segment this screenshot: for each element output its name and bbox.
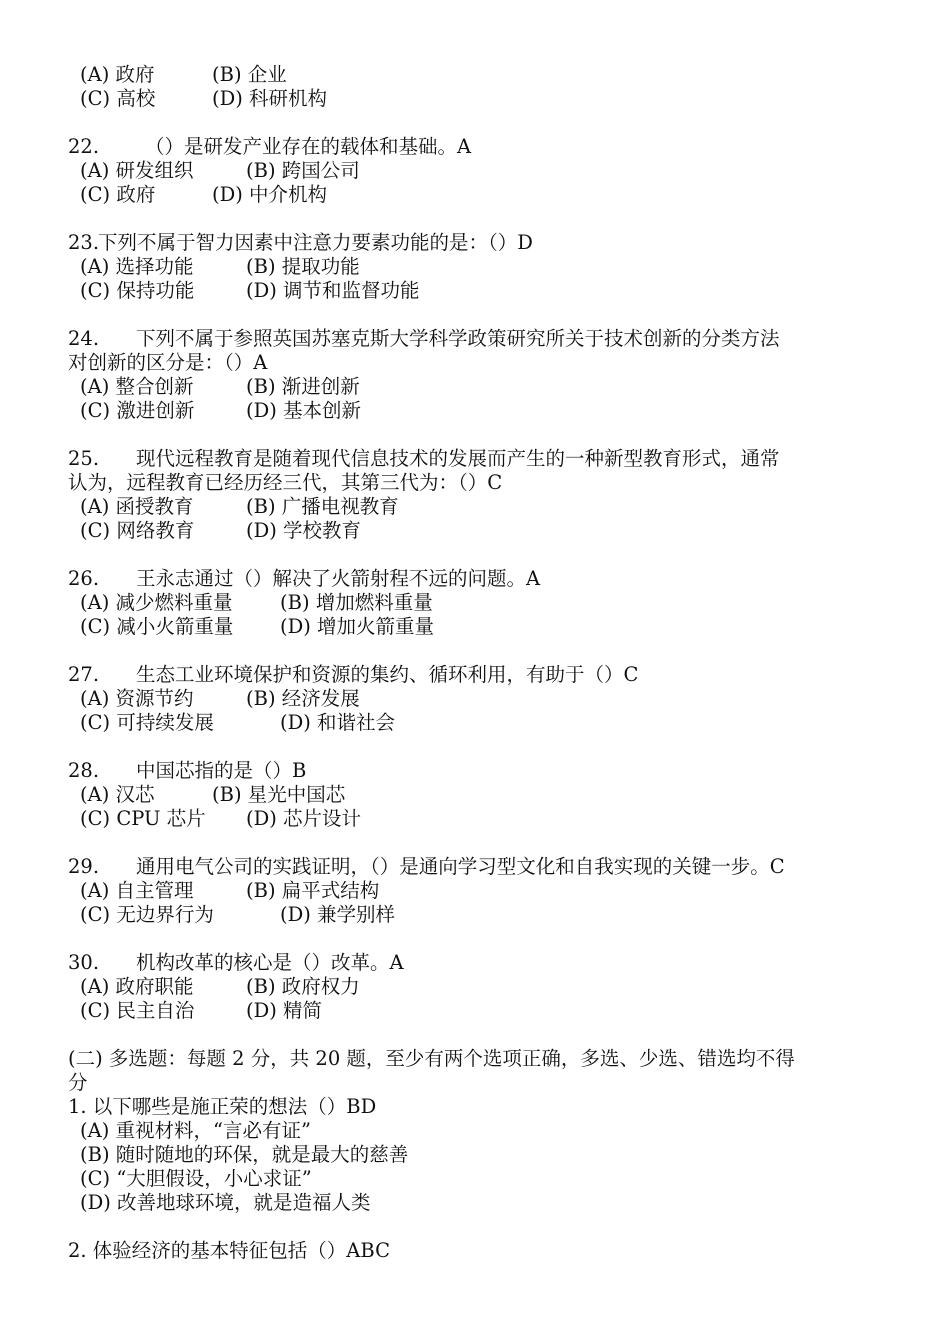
q26-option-b: (B) 增加燃料重量	[280, 591, 433, 614]
q27-option-a: (A) 资源节约	[80, 687, 194, 710]
q27-option-b: (B) 经济发展	[246, 687, 360, 710]
q21-option-row-2	[80, 87, 155, 111]
q25-text-cont: 认为，远程教育已经历经三代，其第三代为：（）C	[68, 471, 503, 494]
q24-option-b: (B) 渐进创新	[246, 375, 360, 398]
multi-q1-option-b: (B) 随时随地的环保，就是最大的慈善	[80, 1143, 409, 1166]
q26-option-c: (C) 减小火箭重量	[80, 615, 234, 638]
multi-q1-option-a: (A) 重视材料，“言必有证”	[80, 1119, 311, 1142]
q26-number: 26.	[68, 567, 100, 590]
q22-option-b: (B) 跨国公司	[246, 159, 360, 182]
q24-number: 24.	[68, 327, 100, 350]
q27-number: 27.	[68, 663, 100, 686]
q21-option-c: (C) 高校	[80, 87, 156, 110]
q21-option-b: (B) 企业	[212, 63, 287, 86]
q25-text: 现代远程教育是随着现代信息技术的发展而产生的一种新型教育形式，通常	[136, 447, 780, 470]
q21-option-b-wrap	[212, 63, 287, 87]
q24-option-c: (C) 激进创新	[80, 399, 195, 422]
q23-option-b: (B) 提取功能	[246, 255, 360, 278]
q28-text: 中国芯指的是（）B	[136, 759, 307, 782]
q28-option-c: (C) CPU 芯片	[80, 807, 206, 830]
section-heading-cont: 分	[68, 1071, 88, 1094]
q30-number: 30.	[68, 951, 100, 974]
q21-option-a: (A) 政府	[80, 63, 155, 86]
q27-option-c: (C) 可持续发展	[80, 711, 214, 734]
q29-option-a: (A) 自主管理	[80, 879, 194, 902]
q23-number: 23.	[68, 231, 100, 254]
q25-option-c: (C) 网络教育	[80, 519, 195, 542]
q26-option-d: (D) 增加火箭重量	[280, 615, 435, 638]
q30-option-c: (C) 民主自治	[80, 999, 195, 1022]
q21-option-row-1	[80, 63, 155, 87]
q26-option-a: (A) 减少燃料重量	[80, 591, 233, 614]
q30-option-d: (D) 精简	[246, 999, 323, 1022]
q28-option-b: (B) 星光中国芯	[212, 783, 346, 806]
q29-option-b: (B) 扁平式结构	[246, 879, 380, 902]
q24-text: 下列不属于参照英国苏塞克斯大学科学政策研究所关于技术创新的分类方法	[136, 327, 780, 350]
q22-option-c: (C) 政府	[80, 183, 156, 206]
q22-option-d: (D) 中介机构	[212, 183, 328, 206]
q21-option-d: (D) 科研机构	[212, 87, 328, 110]
q29-number: 29.	[68, 855, 100, 878]
q23-option-d: (D) 调节和监督功能	[246, 279, 420, 302]
q25-option-b: (B) 广播电视教育	[246, 495, 399, 518]
q27-option-d: (D) 和谐社会	[280, 711, 396, 734]
q29-option-c: (C) 无边界行为	[80, 903, 214, 926]
q22-option-a: (A) 研发组织	[80, 159, 194, 182]
q30-option-a: (A) 政府职能	[80, 975, 194, 998]
q29-option-d: (D) 兼学别样	[280, 903, 396, 926]
section-heading: (二) 多选题：每题 2 分，共 20 题，至少有两个选项正确，多选、少选、错选均不得	[68, 1047, 795, 1070]
q25-option-a: (A) 函授教育	[80, 495, 194, 518]
q22-text: （）是研发产业存在的载体和基础。A	[145, 135, 472, 158]
q27-text: 生态工业环境保护和资源的集约、循环利用，有助于（）C	[136, 663, 639, 686]
q25-option-d: (D) 学校教育	[246, 519, 362, 542]
multi-q2-text: 2. 体验经济的基本特征包括（）ABC	[68, 1239, 390, 1262]
q28-option-d: (D) 芯片设计	[246, 807, 362, 830]
q22-number: 22.	[68, 135, 100, 158]
multi-q1-option-d: (D) 改善地球环境，就是造福人类	[80, 1191, 371, 1214]
q28-option-a: (A) 汉芯	[80, 783, 155, 806]
q28-number: 28.	[68, 759, 100, 782]
q30-option-b: (B) 政府权力	[246, 975, 360, 998]
q24-text-cont: 对创新的区分是：（）A	[68, 351, 268, 374]
q21-option-d-wrap	[212, 87, 327, 111]
q26-text: 王永志通过（）解决了火箭射程不远的问题。A	[136, 567, 541, 590]
q23-text: 下列不属于智力因素中注意力要素功能的是：（）D	[98, 231, 533, 254]
q29-text: 通用电气公司的实践证明，（）是通向学习型文化和自我实现的关键一步。C	[136, 855, 785, 878]
q30-text: 机构改革的核心是（）改革。A	[136, 951, 404, 974]
q23-option-c: (C) 保持功能	[80, 279, 195, 302]
q24-option-d: (D) 基本创新	[246, 399, 362, 422]
multi-q1-option-c: (C) “大胆假设，小心求证”	[80, 1167, 312, 1190]
q23-option-a: (A) 选择功能	[80, 255, 194, 278]
multi-q1-text: 1. 以下哪些是施正荣的想法（）BD	[68, 1095, 377, 1118]
q25-number: 25.	[68, 447, 100, 470]
q24-option-a: (A) 整合创新	[80, 375, 194, 398]
